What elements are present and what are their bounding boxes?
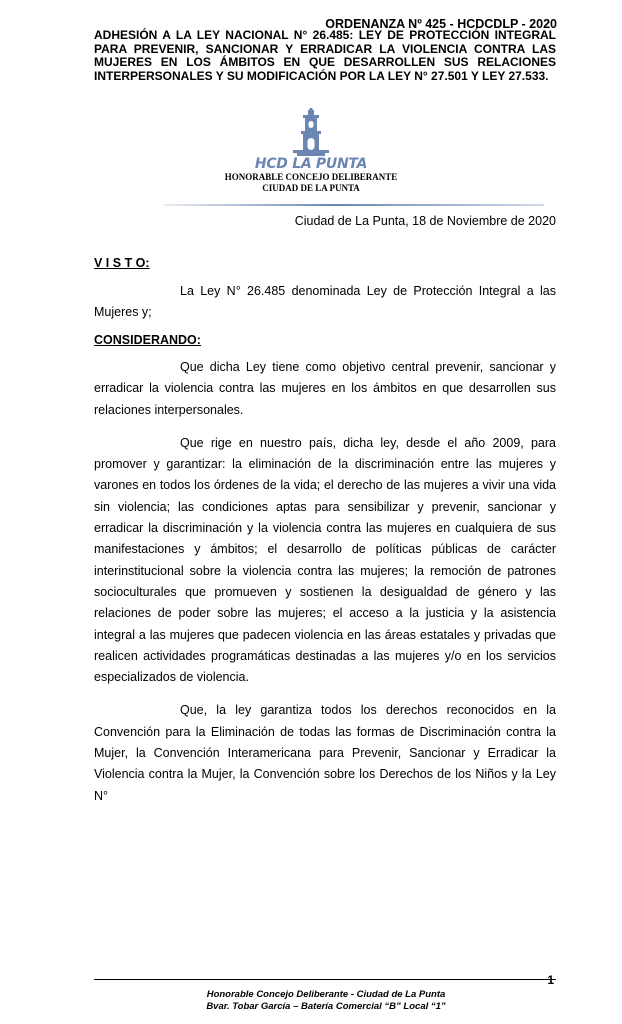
visto-section: [94, 281, 556, 324]
hcd-logo: [0, 108, 622, 194]
considerando-section: [94, 357, 556, 807]
footer-line-1: Honorable Concejo Deliberante - Ciudad de La Punta: [206, 989, 446, 1000]
header-divider: [164, 204, 544, 206]
page-footer: [0, 989, 622, 1013]
logo-subtitle-2: CIUDAD DE LA PUNTA: [262, 183, 360, 193]
ordinance-title: ADHESIÓN A LA LEY NACIONAL N° 26.485: LEY DE PROTECCIÓN INTEGRAL PARA PREVENIR, SANCIONAR Y ERRADICAR LA VIOLENCIA CONTRA LAS MUJERES EN LOS ÁMBITOS EN QUE DESARROLLEN SUS RELACIONES INTERPERSONALES Y SU MODIFICACIÓN POR LA LEY N° 27.501 Y LEY 27.533.: [94, 28, 556, 83]
logo-wordmark: HCD LA PUNTA: [254, 156, 368, 172]
considerando-paragraph-3: Que, la ley garantiza todos los derechos reconocidos en la Convención para la Eliminación de todas las formas de Discriminación contra la Mujer, la Convención Interamericana para Prevenir, Sancionar y Erradicar la Violencia contra la Mujer, la Convención sobre los Derechos de los Niños y la Ley N°: [94, 703, 556, 803]
considerando-heading: CONSIDERANDO:: [94, 333, 201, 347]
considerando-paragraph-2: Que rige en nuestro país, dicha ley, desde el año 2009, para promover y garantizar: la eliminación de la discriminación entre las mujeres y varones en todos los órdenes de la vida; el derecho de las mujeres a vivir una vida sin violencia; las condiciones aptas para sensibilizar y prevenir, sancionar y erradicar la discriminación y la violencia contra las mujeres en cualquiera de sus manifestaciones y ámbitos; el desarrollo de políticas públicas de carácter interinstitucional sobre la violencia contra las mujeres; la remoción de patrones socioculturales que promueven y sostienen la desigualdad de género y las relaciones de poder sobre las mujeres; el acceso a la justicia y la asistencia integral a las mujeres que padecen violencia en las áreas estatales y privadas que realicen actividades programáticas destinadas a las mujeres y/o en los servicios especializados de violencia.: [94, 435, 556, 685]
footer-divider: [94, 979, 556, 980]
ordinance-number: ORDENANZA Nº 425 - HCDCDLP - 2020: [325, 17, 557, 31]
footer-line-2: Bvar. Tobar García – Batería Comercial “B” Local “1”: [206, 1001, 446, 1012]
tower-emblem-icon: [291, 108, 331, 156]
visto-heading: V I S T O:: [94, 256, 150, 270]
page-number: 1: [547, 973, 554, 987]
considerando-paragraph-1: Que dicha Ley tiene como objetivo central prevenir, sancionar y erradicar la violencia contra las mujeres en los ámbitos en que desarrollen sus relaciones interpersonales.: [94, 360, 556, 417]
document-date: Ciudad de La Punta, 18 de Noviembre de 2020: [294, 214, 556, 228]
visto-text: La Ley N° 26.485 denominada Ley de Protección Integral a las Mujeres y;: [94, 284, 556, 320]
logo-subtitle-1: HONORABLE CONCEJO DELIBERANTE: [224, 172, 398, 182]
